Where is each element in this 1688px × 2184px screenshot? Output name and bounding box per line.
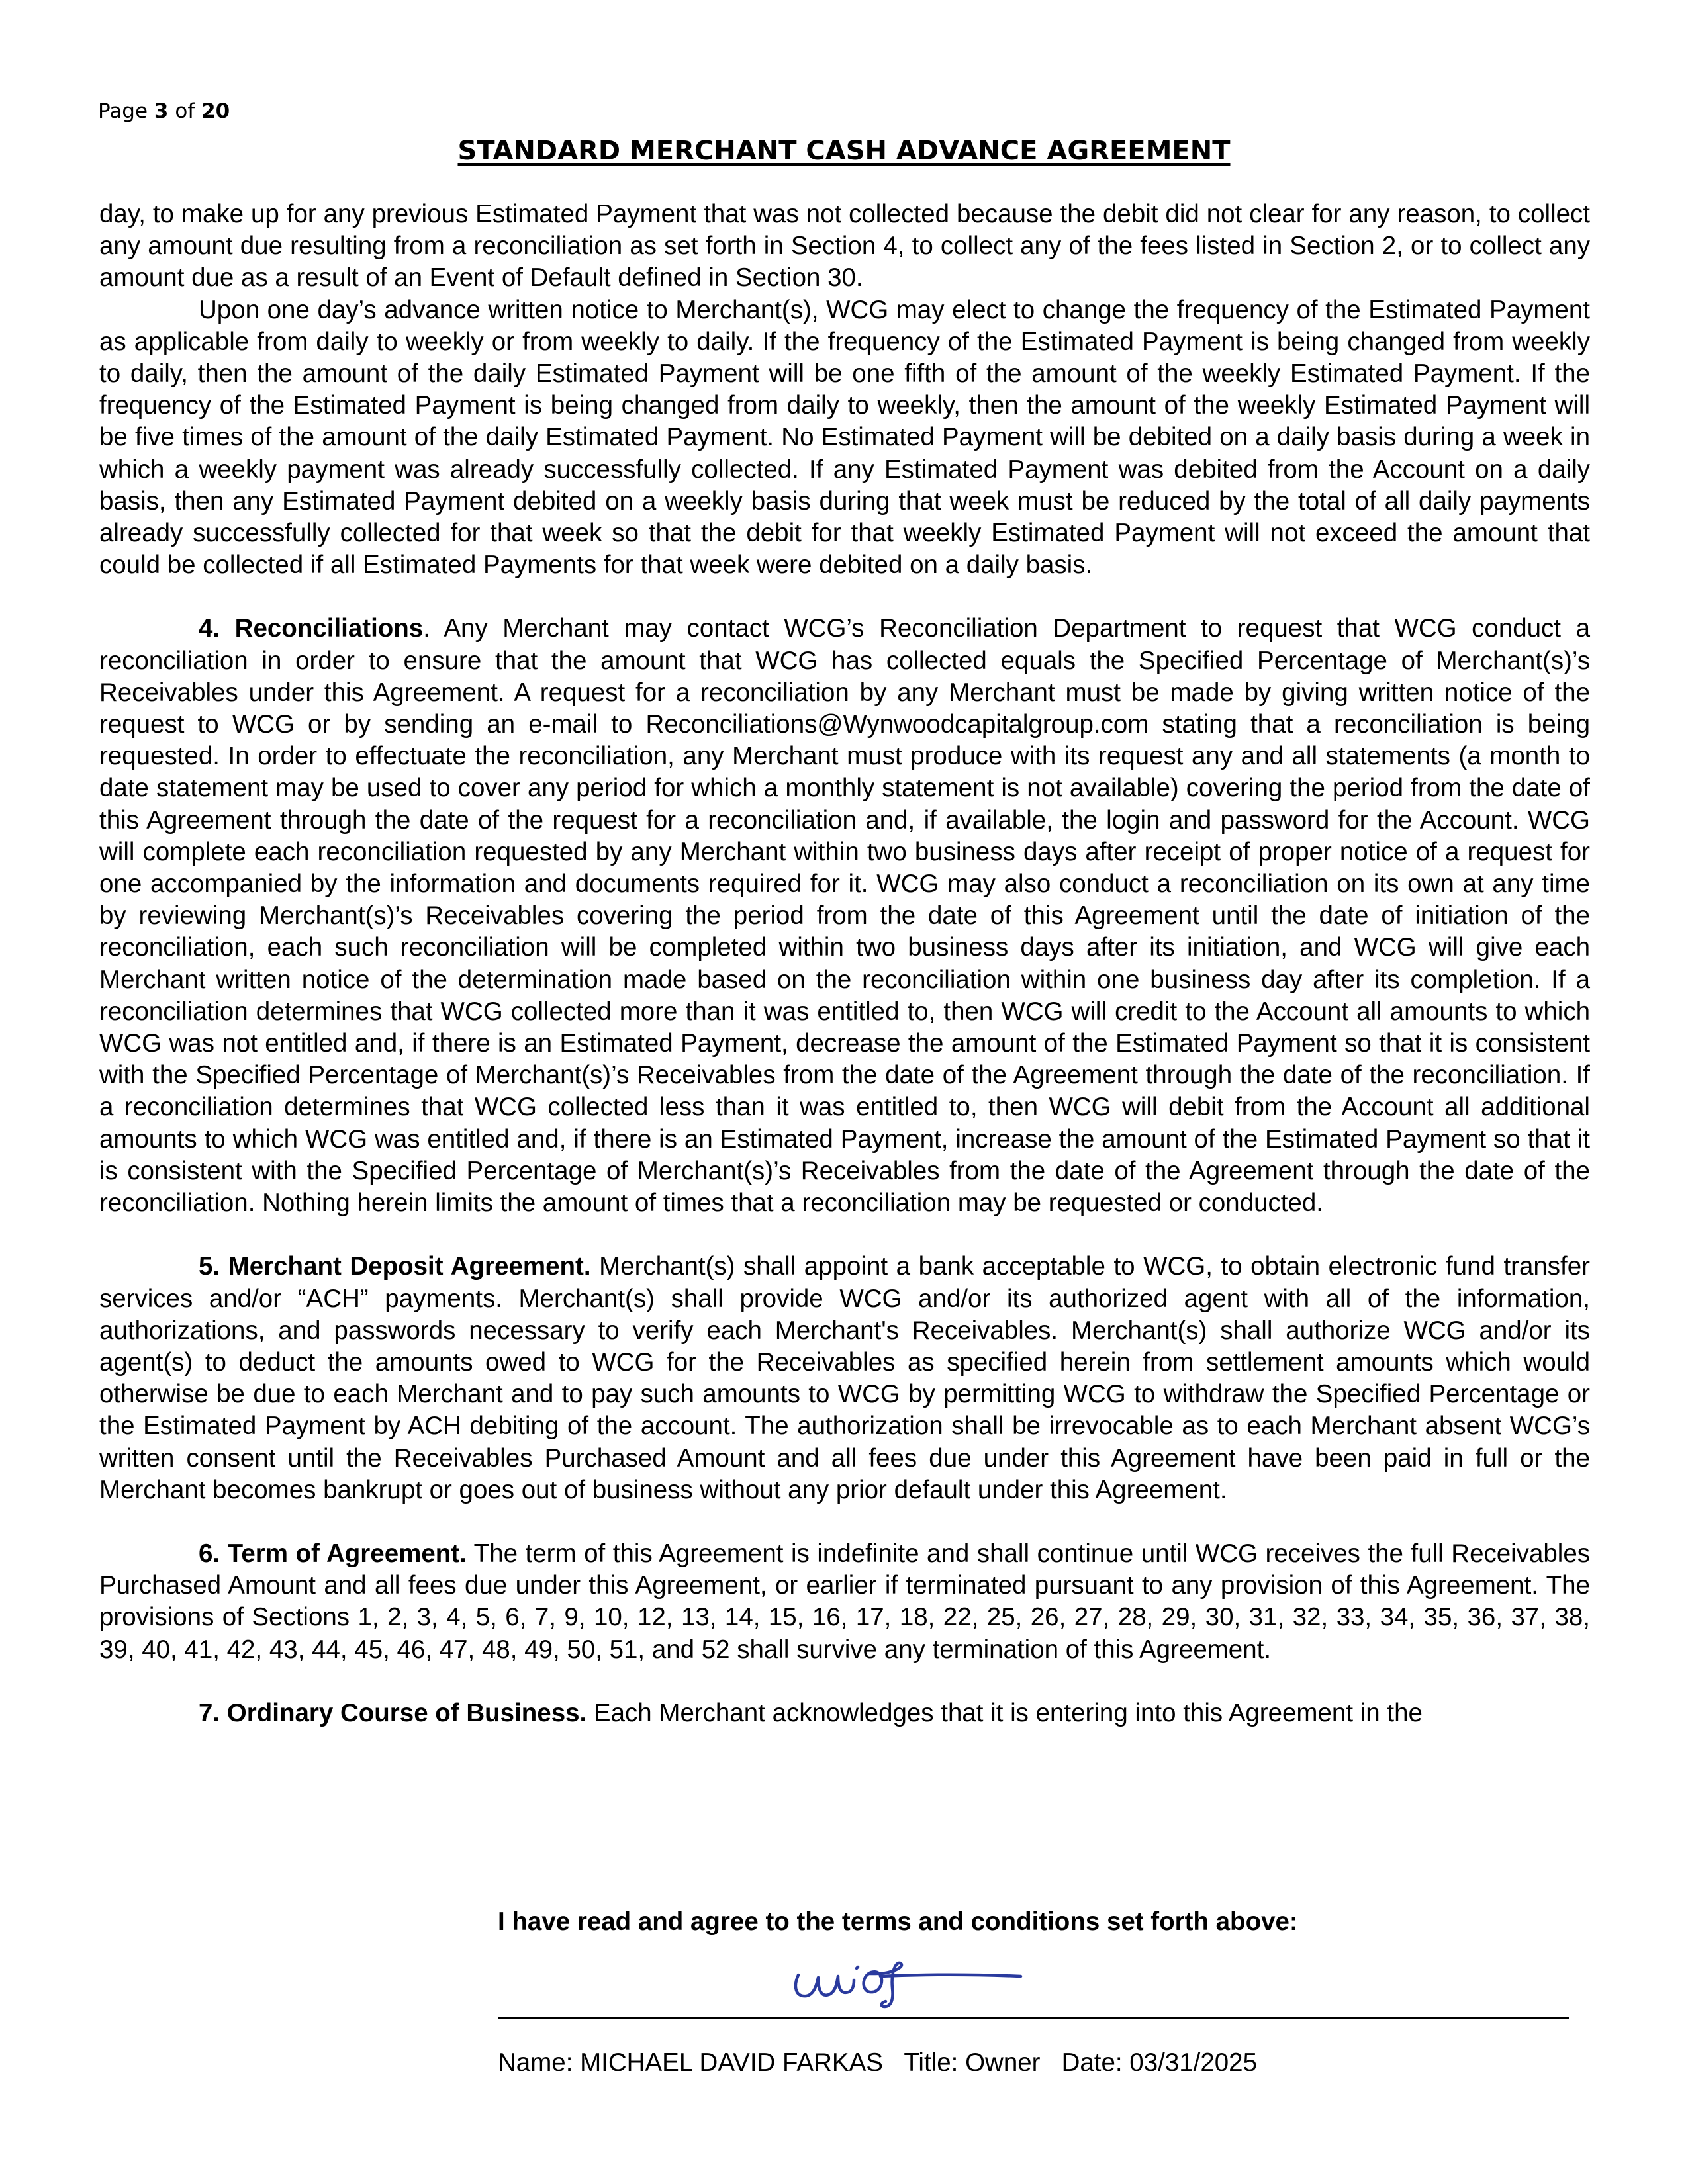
paragraph-continuation: day, to make up for any previous Estimated Payment that was not collected because the debit did not clear for any reason, to collect any amount due resulting from a reconciliation as set forth in Section 4, to collect any of the fees listed in Section 2, or to collect any amount due as a result of an Event of Default defined in Section 30. [99,200,1590,293]
section-7-text: Each Merchant acknowledges that it is entering into this Agreement in the [586,1698,1423,1727]
signer-details [498,2048,1257,2077]
page-total: 20 [201,99,230,123]
section-6-heading: 6. Term of Agreement. [199,1539,467,1568]
date-label: Date: [1061,2048,1123,2077]
section-5-heading: 5. Merchant Deposit Agreement. [199,1252,591,1281]
section-5-merchant-deposit [99,1251,1590,1506]
page-number [98,99,230,123]
section-7-ordinary-course [99,1698,1590,1729]
name-label: Name: [498,2048,573,2077]
title-label: Title: [904,2048,959,2077]
date-value: 03/31/2025 [1129,2048,1257,2077]
page-prefix: Page [98,99,148,123]
section-4-heading: 4. Reconciliations [199,614,424,643]
page-current: 3 [154,99,169,123]
section-6-text: The term of this Agreement is indefinite and shall continue until WCG receives the full Receivables Purchased Amount and all fees due under this Agreement, or earlier if terminated pursuant to any provision of this Agreement. The provisions of Sections 1, 2, 3, 4, 5, 6, 7, 9, 10, 12, 13, 14, 15, 16, 17, 18, 22, 25, 26, 27, 28, 29, 30, 31, 32, 33, 34, 35, 36, 37, 38, 39, 40, 41, 42, 43, 44, 45, 46, 47, 48, 49, 50, 51, and 52 shall survive any termination of this Agreement. [99,1539,1591,1664]
signature-line [498,2017,1569,2019]
handwritten-signature [788,1954,1026,2010]
section-4-reconciliations [99,613,1590,1219]
section-5-text: Merchant(s) shall appoint a bank acceptable to WCG, to obtain electronic fund transfer services and/or “ACH” payments. Merchant(s) shall provide WCG and/or its authorized agent with all of the information, authorizations, and passwords necessary to verify each Merchant's Receivables. Merchant(s) shall authorize WCG and/or its agent(s) to deduct the amounts owed to WCG for the Receivables as specified herein from settlement amounts which would otherwise be due to each Merchant and to pay such amounts to WCG by permitting WCG to withdraw the Specified Percentage or the Estimated Payment by ACH debiting of the account. The authorization shall be irrevocable as to each Merchant absent WCG’s written consent until the Receivables Purchased Amount and all fees due under this Agreement have been paid in full or the Merchant becomes bankrupt or goes out of business without any prior default under this Agreement. [99,1252,1590,1504]
title-value: Owner [965,2048,1041,2077]
section-4-text: . Any Merchant may contact WCG’s Reconciliation Department to request that WCG conduct a reconciliation in order to ensure that the amount that WCG has collected equals the Specified Percentage of Merchant(s)’s Receivables under this Agreement. A request for a reconciliation by any Merchant must be made by giving written notice of the request to WCG or by sending an e-mail to Reconciliations@Wynwoodcapitalgroup.com stating that a reconciliation is being requested. In order to effectuate the reconciliation, any Merchant must produce with its request any and all statements (a month to date statement may be used to cover any period for which a monthly statement is not available) covering the period from the date of this Agreement through the date of the request for a reconciliation and, if available, the login and password for the Account. WCG will complete each reconciliation requested by any Merchant within two business days after receipt of proper notice of a request for one accompanied by the information and documents required for it. WCG may also conduct a reconciliation on its own at any time by reviewing Merchant(s)’s Receivables covering the period from the date of this Agreement until the date of initiation of the reconciliation, each such reconciliation will be completed within two business days after its initiation, and WCG will give each Merchant written notice of the determination made based on the reconciliation within one business day after its completion. If a reconciliation determines that WCG collected more than it was entitled to, then WCG will credit to the Account all amounts to which WCG was not entitled and, if there is an Estimated Payment, decrease the amount of the Estimated Payment so that it is consistent with the Specified Percentage of Merchant(s)’s Receivables from the date of the Agreement through the date of the reconciliation. If a reconciliation determines that WCG collected less than it was entitled to, then WCG will debit from the Account all additional amounts to which WCG was entitled and, if there is an Estimated Payment, increase the amount of the Estimated Payment so that it is consistent with the Specified Percentage of Merchant(s)’s Receivables from the date of the Agreement through the date of the reconciliation. Nothing herein limits the amount of times that a reconciliation may be requested or conducted. [99,614,1590,1218]
agreement-statement: I have read and agree to the terms and conditions set forth above: [498,1907,1298,1936]
document-title: STANDARD MERCHANT CASH ADVANCE AGREEMENT [457,136,1231,166]
section-7-heading: 7. Ordinary Course of Business. [199,1698,587,1727]
page-of: of [175,99,195,123]
name-value: MICHAEL DAVID FARKAS [580,2048,883,2077]
paragraph-frequency: Upon one day’s advance written notice to Merchant(s), WCG may elect to change the frequency of the Estimated Payment as applicable from daily to weekly or from weekly to daily. If the frequency of the Estimated Payment is being changed from weekly to daily, then the amount of the daily Estimated Payment will be one fifth of the amount of the weekly Estimated Payment. If the frequency of the Estimated Payment is being changed from daily to weekly, then the amount of the weekly Estimated Payment will be five times of the amount of the daily Estimated Payment. No Estimated Payment will be debited on a daily basis during a week in which a weekly payment was already successfully collected. If any Estimated Payment was debited from the Account on a daily basis, then any Estimated Payment debited on a weekly basis during that week must be reduced by the total of all daily payments already successfully collected for that week so that the debit for that weekly Estimated Payment will not exceed the amount that could be collected if all Estimated Payments for that week were debited on a daily basis. [99,295,1590,580]
document-body [99,199,1590,1729]
section-6-term [99,1538,1590,1666]
